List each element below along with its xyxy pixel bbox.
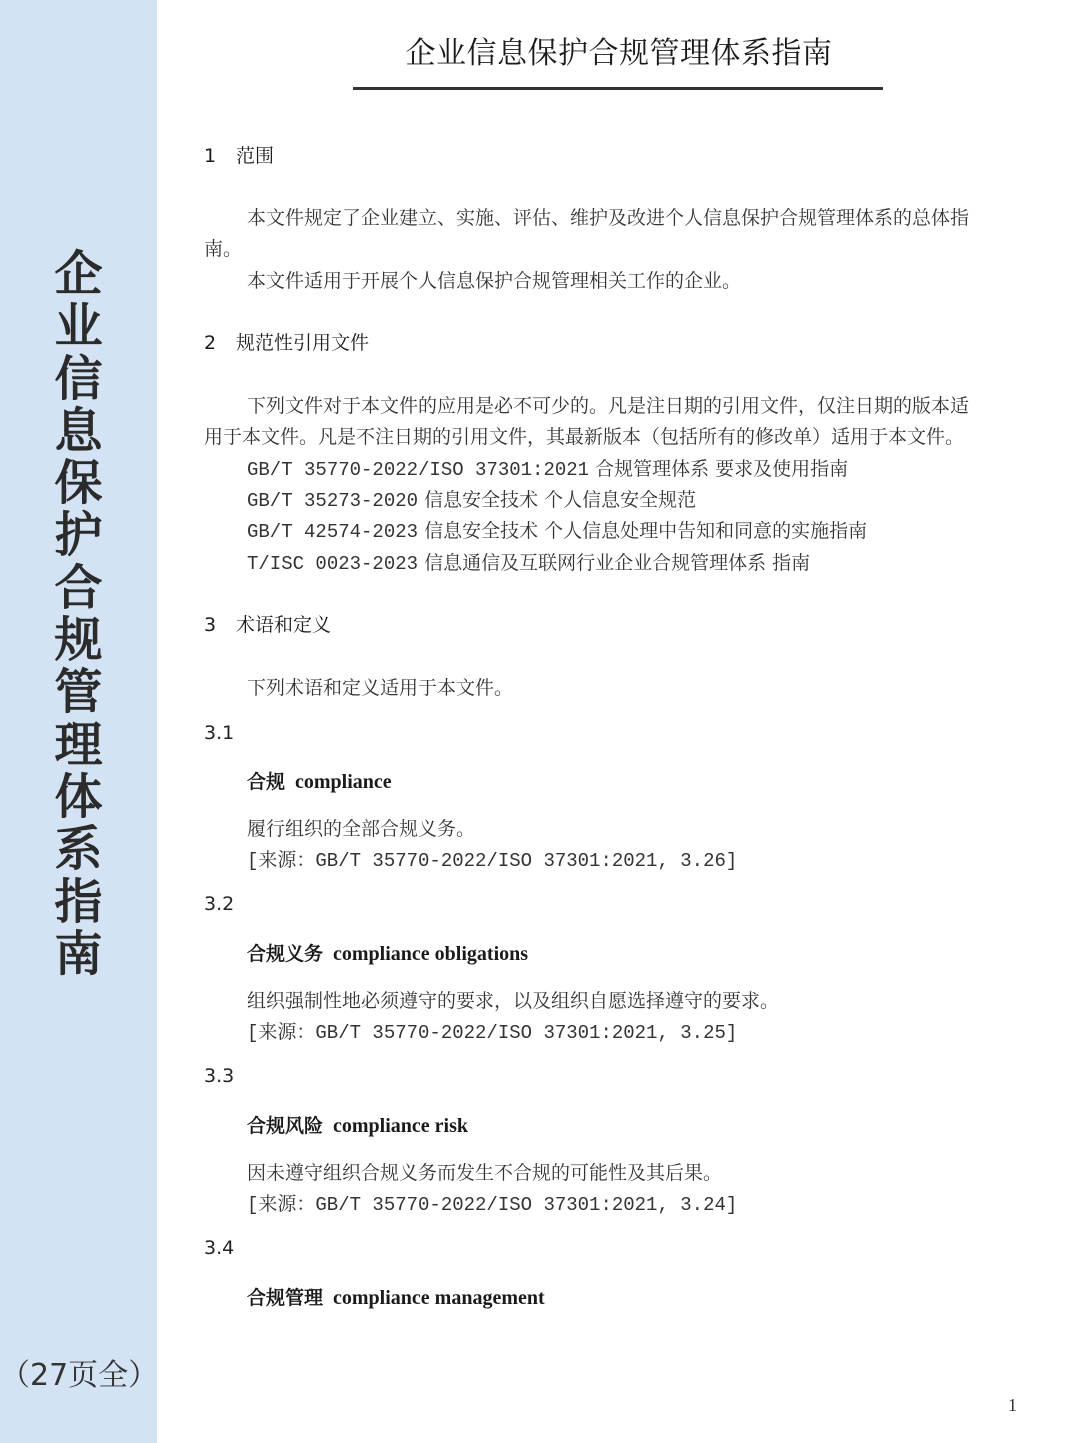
term-heading — [247, 1283, 545, 1310]
page-count-label: （27页全） — [0, 1358, 159, 1393]
paragraph: 本文件适用于开展个人信息保护合规管理相关工作的企业。 — [247, 270, 742, 292]
term-english: compliance risk — [333, 1115, 469, 1137]
term-chinese: 合规管理 — [247, 1287, 324, 1309]
term-chinese: 合规 — [247, 771, 286, 793]
paragraph: 下列文件对于本文件的应用是必不可少的。凡是注日期的引用文件，仅注日期的版本适 — [247, 395, 970, 417]
paragraph: 本文件规定了企业建立、实施、评估、维护及改进个人信息保护合规管理体系的总体指 — [247, 207, 970, 229]
term-source: [来源：GB/T 35770-2022/ISO 37301:2021, 3.24] — [247, 1194, 738, 1216]
section-heading-2 — [204, 328, 369, 355]
term-source: [来源：GB/T 35770-2022/ISO 37301:2021, 3.26] — [247, 850, 738, 872]
section-number: 3 — [204, 614, 217, 636]
term-chinese: 合规风险 — [247, 1115, 324, 1137]
title-divider — [353, 87, 883, 90]
vertical-title-char: 规 — [54, 612, 103, 669]
page-number: 1 — [1008, 1395, 1017, 1415]
paragraph: 用于本文件。凡是不注日期的引用文件，其最新版本（包括所有的修改单）适用于本文件。 — [204, 426, 965, 448]
term-number: 3.1 — [204, 722, 235, 744]
section-title: 规范性引用文件 — [236, 332, 370, 354]
section-heading-1 — [204, 141, 274, 168]
term-definition: 组织强制性地必须遵守的要求，以及组织自愿选择遵守的要求。 — [247, 990, 780, 1012]
section-heading-3 — [204, 610, 331, 637]
reference-name: 信息安全技术 个人信息处理中告知和同意的实施指南 — [424, 520, 868, 542]
vertical-title-char: 系 — [54, 821, 103, 878]
reference-name: 信息通信及互联网行业企业合规管理体系 指南 — [424, 552, 811, 574]
vertical-title-char: 业 — [54, 298, 103, 355]
term-chinese: 合规义务 — [247, 943, 324, 965]
paragraph: 下列术语和定义适用于本文件。 — [247, 677, 514, 699]
reference-code: GB/T 35770-2022/ISO 37301:2021 — [247, 459, 590, 481]
reference-code: GB/T 42574-2023 — [247, 521, 419, 543]
reference-item — [247, 454, 848, 481]
vertical-title-char: 企 — [54, 246, 103, 302]
vertical-title-char: 理 — [54, 716, 103, 773]
section-title: 范围 — [236, 145, 275, 167]
section-number: 2 — [204, 332, 217, 354]
section-number: 1 — [204, 145, 217, 167]
vertical-title-char: 南 — [54, 925, 103, 982]
sidebar-banner — [0, 0, 157, 1443]
reference-code: GB/T 35273-2020 — [247, 490, 419, 512]
term-number: 3.4 — [204, 1237, 235, 1259]
term-definition: 履行组织的全部合规义务。 — [247, 818, 476, 840]
term-heading — [247, 767, 392, 794]
term-source: [来源：GB/T 35770-2022/ISO 37301:2021, 3.25] — [247, 1022, 738, 1044]
vertical-title-char: 信 — [54, 350, 103, 407]
section-title: 术语和定义 — [236, 614, 332, 636]
term-number: 3.3 — [204, 1065, 235, 1087]
vertical-title — [0, 248, 157, 980]
reference-name: 合规管理体系 要求及使用指南 — [595, 458, 849, 480]
paragraph: 南。 — [204, 238, 243, 260]
term-definition: 因未遵守组织合规义务而发生不合规的可能性及其后果。 — [247, 1162, 723, 1184]
vertical-title-char: 指 — [54, 873, 103, 930]
term-english: compliance obligations — [333, 943, 529, 965]
vertical-title-char: 管 — [54, 664, 103, 721]
reference-code: T/ISC 0023-2023 — [247, 553, 419, 575]
vertical-title-char: 护 — [54, 507, 103, 564]
vertical-title-char: 息 — [54, 402, 103, 459]
document-title: 企业信息保护合规管理体系指南 — [405, 36, 833, 71]
term-heading — [247, 939, 528, 966]
reference-item — [247, 516, 867, 543]
vertical-title-char: 合 — [54, 559, 103, 616]
vertical-title-char: 保 — [54, 455, 103, 512]
term-english: compliance — [295, 771, 392, 793]
reference-item — [247, 548, 810, 575]
reference-item — [247, 485, 696, 512]
term-number: 3.2 — [204, 893, 235, 915]
reference-name: 信息安全技术 个人信息安全规范 — [424, 489, 697, 511]
vertical-title-char: 体 — [54, 768, 103, 825]
term-english: compliance management — [333, 1287, 545, 1309]
term-heading — [247, 1111, 468, 1138]
